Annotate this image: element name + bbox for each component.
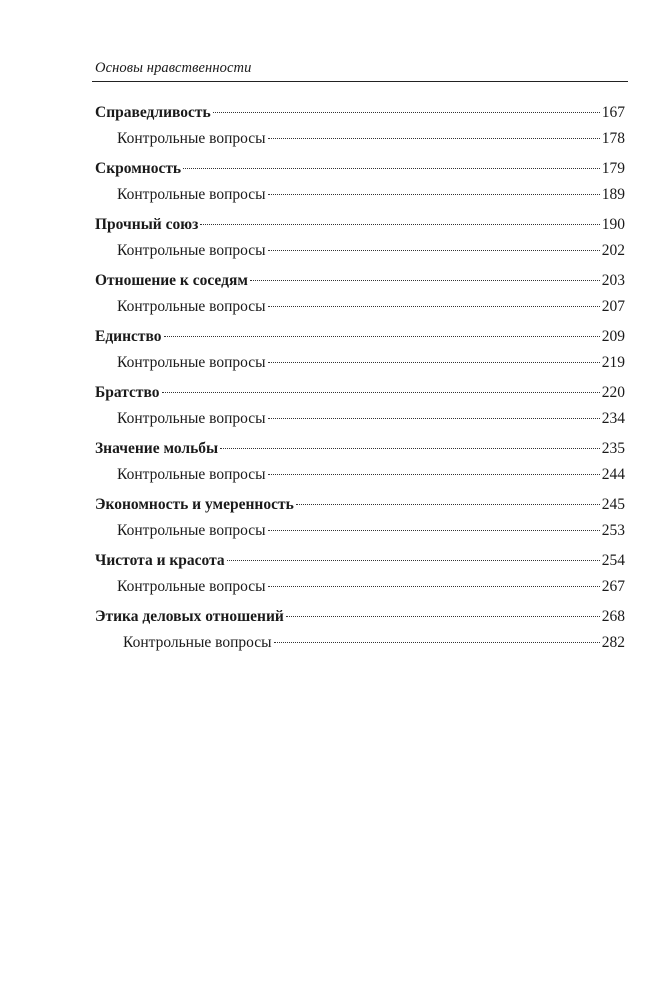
page-number: 268 xyxy=(601,608,625,625)
page-number: 203 xyxy=(601,272,625,289)
page-number: 167 xyxy=(601,104,625,121)
dot-leader xyxy=(268,418,600,419)
page-number: 179 xyxy=(601,160,625,177)
page-number: 282 xyxy=(601,634,625,651)
toc-chapter-entry xyxy=(95,604,625,630)
toc-sub-entry xyxy=(95,630,625,656)
sub-title: Контрольные вопросы xyxy=(117,410,266,427)
toc-chapter-entry xyxy=(95,324,625,350)
table-of-contents xyxy=(95,100,625,660)
dot-leader xyxy=(268,530,600,531)
sub-title: Контрольные вопросы xyxy=(117,130,266,147)
page-number: 220 xyxy=(601,384,625,401)
page-number: 202 xyxy=(601,242,625,259)
page-number: 253 xyxy=(601,522,625,539)
dot-leader xyxy=(164,336,600,337)
toc-chapter-entry xyxy=(95,156,625,182)
toc-sub-entry xyxy=(95,462,625,488)
dot-leader xyxy=(220,448,600,449)
sub-title: Контрольные вопросы xyxy=(117,522,266,539)
dot-leader xyxy=(183,168,600,169)
chapter-title: Единство xyxy=(95,328,162,345)
toc-sub-entry xyxy=(95,238,625,264)
toc-chapter-entry xyxy=(95,548,625,574)
dot-leader xyxy=(227,560,600,561)
toc-sub-entry xyxy=(95,126,625,152)
chapter-title: Прочный союз xyxy=(95,216,199,233)
sub-title: Контрольные вопросы xyxy=(117,298,266,315)
page-number: 178 xyxy=(601,130,625,147)
toc-sub-entry xyxy=(95,406,625,432)
toc-chapter-entry xyxy=(95,436,625,462)
dot-leader xyxy=(268,194,600,195)
chapter-title: Этика деловых отношений xyxy=(95,608,284,625)
dot-leader xyxy=(268,474,600,475)
dot-leader xyxy=(268,362,600,363)
page-number: 234 xyxy=(601,410,625,427)
dot-leader xyxy=(250,280,600,281)
page-number: 190 xyxy=(601,216,625,233)
page-number: 209 xyxy=(601,328,625,345)
dot-leader xyxy=(296,504,600,505)
chapter-title: Чистота и красота xyxy=(95,552,225,569)
chapter-title: Экономность и умеренность xyxy=(95,496,294,513)
sub-title: Контрольные вопросы xyxy=(123,634,272,651)
toc-chapter-entry xyxy=(95,492,625,518)
running-head: Основы нравственности xyxy=(95,60,252,76)
page-number: 245 xyxy=(601,496,625,513)
toc-chapter-entry xyxy=(95,100,625,126)
dot-leader xyxy=(274,642,600,643)
chapter-title: Справедливость xyxy=(95,104,211,121)
sub-title: Контрольные вопросы xyxy=(117,466,266,483)
dot-leader xyxy=(162,392,600,393)
toc-chapter-entry xyxy=(95,212,625,238)
page-number: 254 xyxy=(601,552,625,569)
dot-leader xyxy=(268,250,600,251)
toc-chapter-entry xyxy=(95,380,625,406)
toc-sub-entry xyxy=(95,574,625,600)
chapter-title: Отношение к соседям xyxy=(95,272,248,289)
sub-title: Контрольные вопросы xyxy=(117,242,266,259)
toc-sub-entry xyxy=(95,350,625,376)
toc-sub-entry xyxy=(95,182,625,208)
chapter-title: Братство xyxy=(95,384,160,401)
page-number: 244 xyxy=(601,466,625,483)
toc-chapter-entry xyxy=(95,268,625,294)
dot-leader xyxy=(268,306,600,307)
toc-sub-entry xyxy=(95,518,625,544)
page-number: 235 xyxy=(601,440,625,457)
chapter-title: Значение мольбы xyxy=(95,440,219,457)
sub-title: Контрольные вопросы xyxy=(117,578,266,595)
dot-leader xyxy=(268,586,600,587)
dot-leader xyxy=(213,112,600,113)
header-rule xyxy=(92,81,628,82)
dot-leader xyxy=(200,224,599,225)
chapter-title: Скромность xyxy=(95,160,182,177)
dot-leader xyxy=(268,138,600,139)
sub-title: Контрольные вопросы xyxy=(117,354,266,371)
page-number: 267 xyxy=(601,578,625,595)
dot-leader xyxy=(286,616,600,617)
page-number: 189 xyxy=(601,186,625,203)
page-number: 219 xyxy=(601,354,625,371)
toc-sub-entry xyxy=(95,294,625,320)
sub-title: Контрольные вопросы xyxy=(117,186,266,203)
page-number: 207 xyxy=(601,298,625,315)
